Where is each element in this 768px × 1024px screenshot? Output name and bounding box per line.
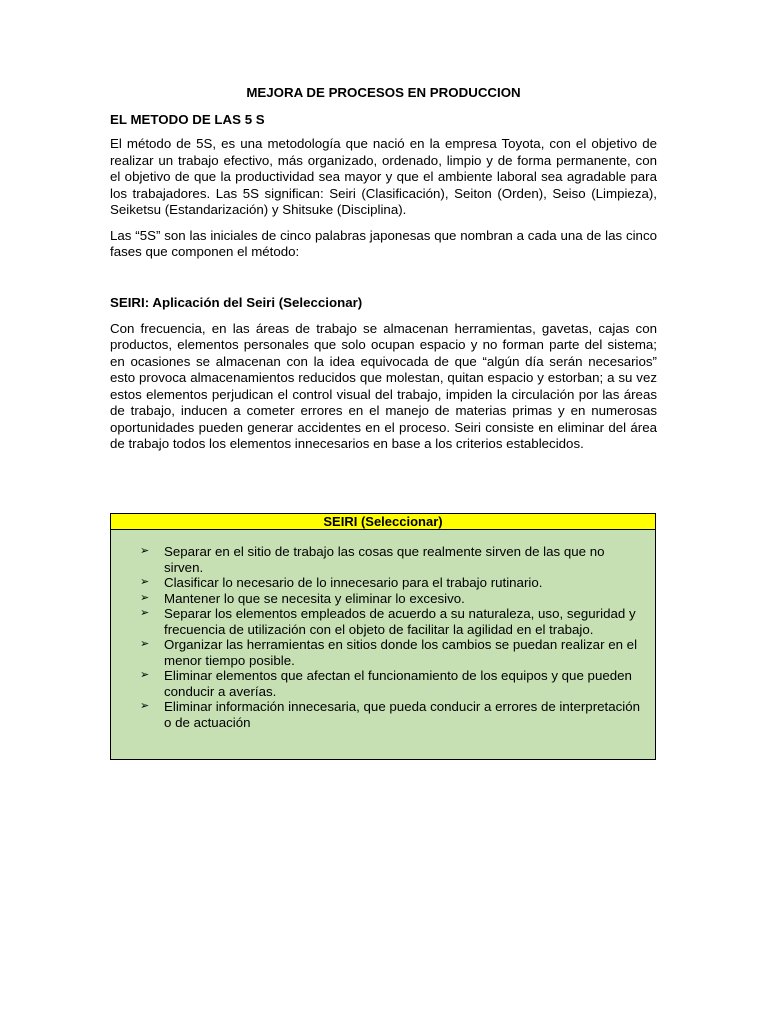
list-item-text: Mantener lo que se necesita y eliminar lo excesivo. <box>164 590 465 606</box>
paragraph-intro: El método de 5S, es una metodología que nació en la empresa Toyota, con el objetivo de realizar un trabajo efectivo, más organizado, ordenado, limpio y de forma permanente, con el objetivo de que la productividad sea mayor y que el ambiente laboral sea agradable para los trabajadores. Las 5S significan: Seiri (Clasificación), Seiton (Orden), Seiso (Limpieza), Seiketsu (Estandarización) y Shitsuke (Disciplina). <box>110 136 657 217</box>
list-item-text: Separar los elementos empleados de acuerdo a su naturaleza, uso, seguridad y frecuencia de utilización con el objeto de facilitar la agilidad en el trabajo. <box>164 606 636 637</box>
seiri-table-header: SEIRI (Seleccionar) <box>111 514 655 530</box>
document-body <box>110 84 657 453</box>
section-heading-5s: EL METODO DE LAS 5 S <box>110 112 265 127</box>
list-item-text: Organizar las herramientas en sitios donde los cambios se puedan realizar en el menor tiempo posible. <box>164 637 638 668</box>
list-item-text: Separar en el sitio de trabajo las cosas que realmente sirven de las que no sirven. <box>164 544 605 575</box>
section-heading-seiri: SEIRI: Aplicación del Seiri (Seleccionar) <box>110 294 363 310</box>
arrow-bullet-icon: ➢ <box>140 591 150 604</box>
arrow-bullet-icon: ➢ <box>140 638 150 650</box>
list-item <box>138 668 647 699</box>
list-item-text: Eliminar elementos que afectan el funcionamiento de los equipos y que pueden conducir a averías. <box>164 668 632 699</box>
paragraph-seiri: Con frecuencia, en las áreas de trabajo se almacenan herramientas, gavetas, cajas con productos, elementos personales que solo ocupan espacio y no forman parte del sistema; en ocasiones se almacenan con la idea equivocada de que “algún día serán necesarios” esto provoca almacenamientos reducidos que molestan, quitan espacio y estorban; a su vez estos elementos perjudican el control visual del trabajo, impiden la circulación por las áreas de trabajo, inducen a cometer errores en el manejo de materias primas y en numerosas oportunidades pueden generar accidentes en el proceso. Seiri consiste en eliminar del área de trabajo todos los elementos innecesarios en base a los criterios establecidos. <box>110 320 657 451</box>
arrow-bullet-icon: ➢ <box>140 576 150 588</box>
seiri-table <box>110 513 656 760</box>
arrow-bullet-icon: ➢ <box>140 700 150 712</box>
arrow-bullet-icon: ➢ <box>140 669 150 681</box>
paragraph-5s-initials: Las “5S” son las iniciales de cinco palabras japonesas que nombran a cada una de las cinco fases que componen el método: <box>110 227 657 259</box>
document-title: MEJORA DE PROCESOS EN PRODUCCION <box>246 85 521 100</box>
arrow-bullet-icon: ➢ <box>140 545 150 557</box>
list-item <box>138 606 647 637</box>
list-item-text: Eliminar información innecesaria, que pueda conducir a errores de interpretación o de actuación <box>164 699 640 730</box>
list-item <box>138 699 647 730</box>
list-item <box>138 591 647 607</box>
arrow-bullet-icon: ➢ <box>140 607 150 619</box>
seiri-list <box>111 530 655 730</box>
list-item <box>138 575 647 591</box>
list-item-text: Clasificar lo necesario de lo innecesario para el trabajo rutinario. <box>164 575 543 590</box>
list-item <box>138 637 647 668</box>
list-item <box>138 544 647 575</box>
